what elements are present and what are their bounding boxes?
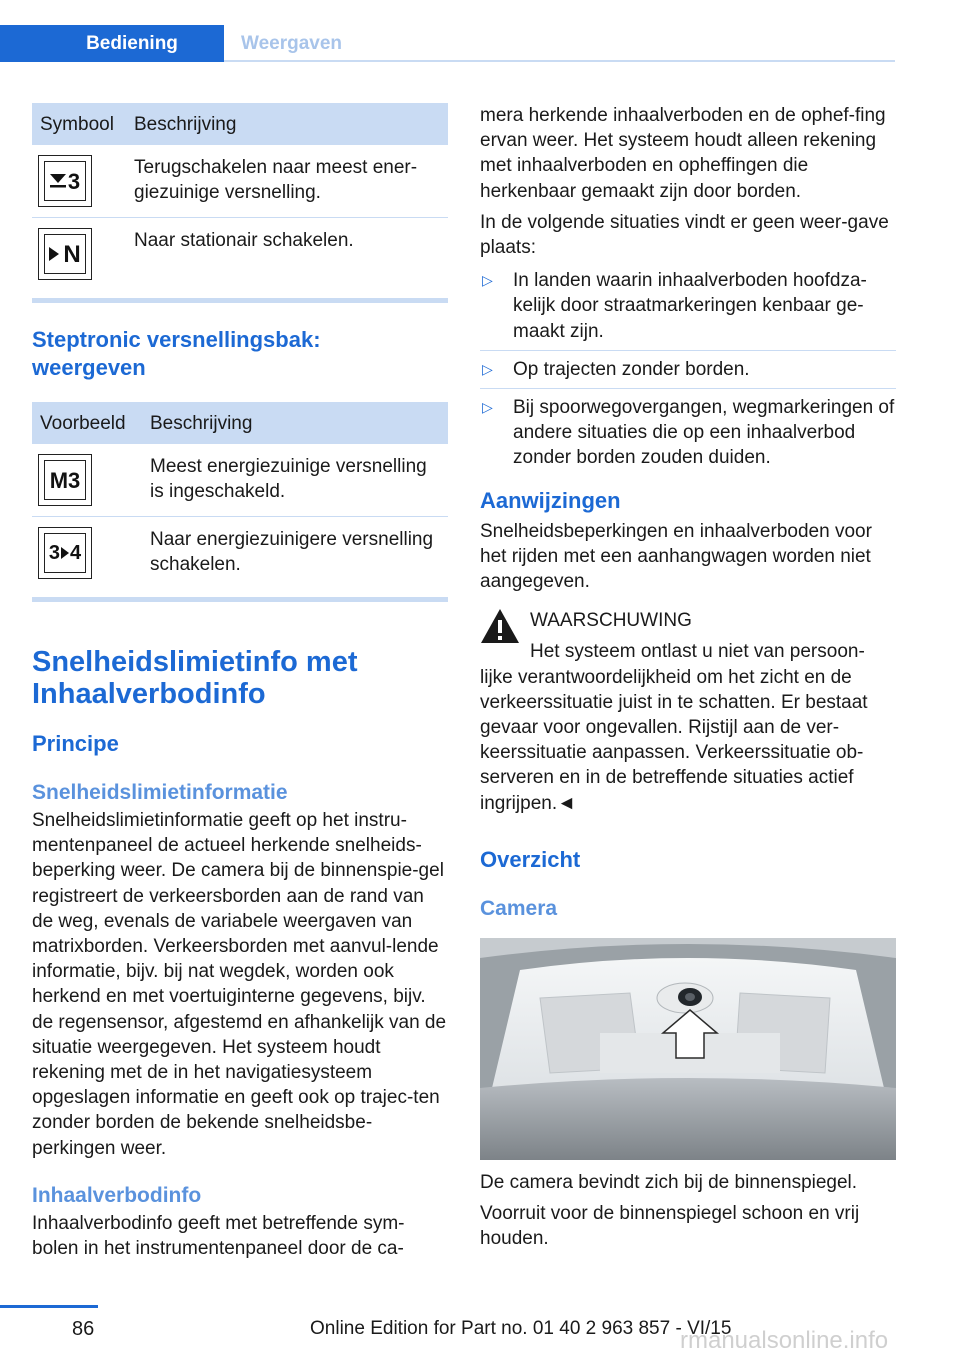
- warning-text: lijke verantwoordelijkheid om het zicht en de verkeerssituatie juist in te schatten. Er bestaat gevaar voor ongevallen. Rijstijl aan de ver-keerssituatie aanpassen. Verkeerssituatie ob-serveren en in de betreffende situaties actief ingrijpen.◄: [480, 666, 868, 814]
- paragraph-nopassing-continued: mera herkende inhaalverboden en de ophef-fing ervan weer. Het systeem houdt alleen rekening met inhaalverboden en opheffingen die herkenbaar gemaakt zijn door borden.: [480, 105, 886, 202]
- tab-weergaven[interactable]: Weergaven: [241, 32, 343, 54]
- arrow-right-icon: [61, 547, 69, 559]
- gear-label: N: [63, 240, 81, 268]
- triangle-bullet-icon: ▷: [482, 360, 493, 377]
- warning-triangle-icon: [480, 608, 520, 644]
- table-cell-description: Naar stationair schakelen.: [134, 230, 354, 251]
- list-item: ▷ In landen waarin inhaalverboden hoofdza-kelijk door straatmarkeringen kenbaar ge-maakt zijn.: [480, 268, 896, 351]
- table-cell-description: Naar energiezuinigere versnelling schakelen.: [150, 529, 434, 575]
- heading-principe: Principe: [32, 731, 119, 756]
- shift-neutral-icon: [38, 228, 92, 280]
- camera-location-image: [480, 938, 896, 1160]
- chapter-title: Snelheidslimietinfo met Inhaalverbodinfo: [32, 646, 358, 710]
- caption-camera-location: De camera bevindt zich bij de binnenspiegel.: [480, 1171, 858, 1193]
- arrow-right-icon: [49, 247, 59, 261]
- heading-snelheidslimietinformatie: Snelheidslimietinformatie: [32, 781, 288, 804]
- paragraph-speedlimit: Snelheidslimietinformatie geeft op het instru-mentenpaneel de actueel herkende snelheids-beperking weer. De camera bij de binnenspie-gel registreert de verkeersborden aan de rand van de weg, evenals de variabele weergaven van matrixborden. Verkeersborden met aanvul-lende informatie, bijv. bij nat wegdek, worden ook herkend en met voertuiginterne gegevens, bijv. de regensensor, afgestemd en afhankelijk van de situatie weergegeven. Het systeem houdt rekening met de in het navigatiesysteem opgeslagen informatie en geeft ook op trajec-ten zonder borden de bekende snelheidsbe-perkingen weer.: [32, 810, 447, 1159]
- page-number: 86: [72, 1318, 95, 1340]
- triangle-bullet-icon: ▷: [482, 399, 493, 416]
- situations-list: [480, 268, 896, 476]
- arrow-down-icon: [50, 174, 66, 188]
- caption-keep-clean: Voorruit voor de binnenspiegel schoon en vrij houden.: [480, 1203, 860, 1250]
- m3-gear-icon: [38, 454, 92, 506]
- table-header-example: Voorbeeld: [32, 402, 142, 444]
- table-row: [32, 218, 448, 291]
- header-tabbar: [0, 25, 895, 62]
- paragraph-nopassing: Inhaalverbodinfo geeft met betreffende sym-bolen in het instrumentenpaneel door de ca-: [32, 1212, 405, 1260]
- table-row: [32, 145, 448, 218]
- heading-aanwijzingen: Aanwijzingen: [480, 487, 621, 513]
- list-item: ▷ Bij spoorwegovergangen, wegmarkeringen of andere situaties die op een inhaalverbod zonder borden zouden duiden.: [482, 397, 895, 469]
- header-divider: [224, 60, 895, 62]
- gear-label: M3: [44, 460, 86, 500]
- tab-bediening[interactable]: Bediening: [0, 25, 224, 62]
- section-title-steptronic: Steptronic versnellingsbak: weergeven: [32, 327, 321, 380]
- table-end-rule: [32, 597, 448, 602]
- gear-3-to-4-icon: [38, 527, 92, 579]
- paragraph-no-display: In de volgende situaties vindt er geen weer-gave plaats:: [480, 211, 889, 259]
- table-cell-description: Meest energiezuinige versnelling is ingeschakeld.: [142, 444, 448, 517]
- heading-camera: Camera: [480, 896, 558, 920]
- table-row: [32, 517, 448, 590]
- footer-rule: [0, 1305, 98, 1308]
- right-column: [480, 103, 896, 1251]
- warning-first-line: Het systeem ontlast u niet van persoon-: [530, 641, 865, 663]
- gear-label: 3: [67, 168, 81, 194]
- table-header-symbol: Symbool: [32, 103, 126, 145]
- watermark: rmanualsonline.info: [680, 1327, 889, 1354]
- triangle-bullet-icon: ▷: [482, 272, 493, 289]
- warning-title: WAARSCHUWING: [530, 610, 692, 632]
- edition-text: Online Edition for Part no. 01 40 2 963 857 - VI/15: [310, 1318, 732, 1339]
- table-row: [32, 444, 448, 517]
- paragraph-notes: Snelheidsbeperkingen en inhaalverboden voor het rijden met een aanhangwagen worden niet aangegeven.: [480, 520, 872, 593]
- table-end-rule: [32, 298, 448, 303]
- left-column: [32, 103, 448, 1261]
- gear-label-from: 3: [48, 541, 60, 564]
- heading-inhaalverbodinfo: Inhaalverbodinfo: [32, 1183, 202, 1207]
- heading-overzicht: Overzicht: [480, 846, 581, 872]
- warning-block: [480, 608, 896, 816]
- symbol-table: [32, 103, 448, 290]
- list-item: ▷ Op trajecten zonder borden.: [480, 357, 896, 389]
- table-header-description: Beschrijving: [126, 103, 448, 145]
- gear-label-to: 4: [70, 541, 82, 564]
- example-table: [32, 402, 448, 589]
- table-header-description: Beschrijving: [142, 402, 448, 444]
- table-cell-description: Terugschakelen naar meest ener-giezuinige versnelling.: [126, 145, 448, 218]
- downshift-3-icon: [38, 155, 92, 207]
